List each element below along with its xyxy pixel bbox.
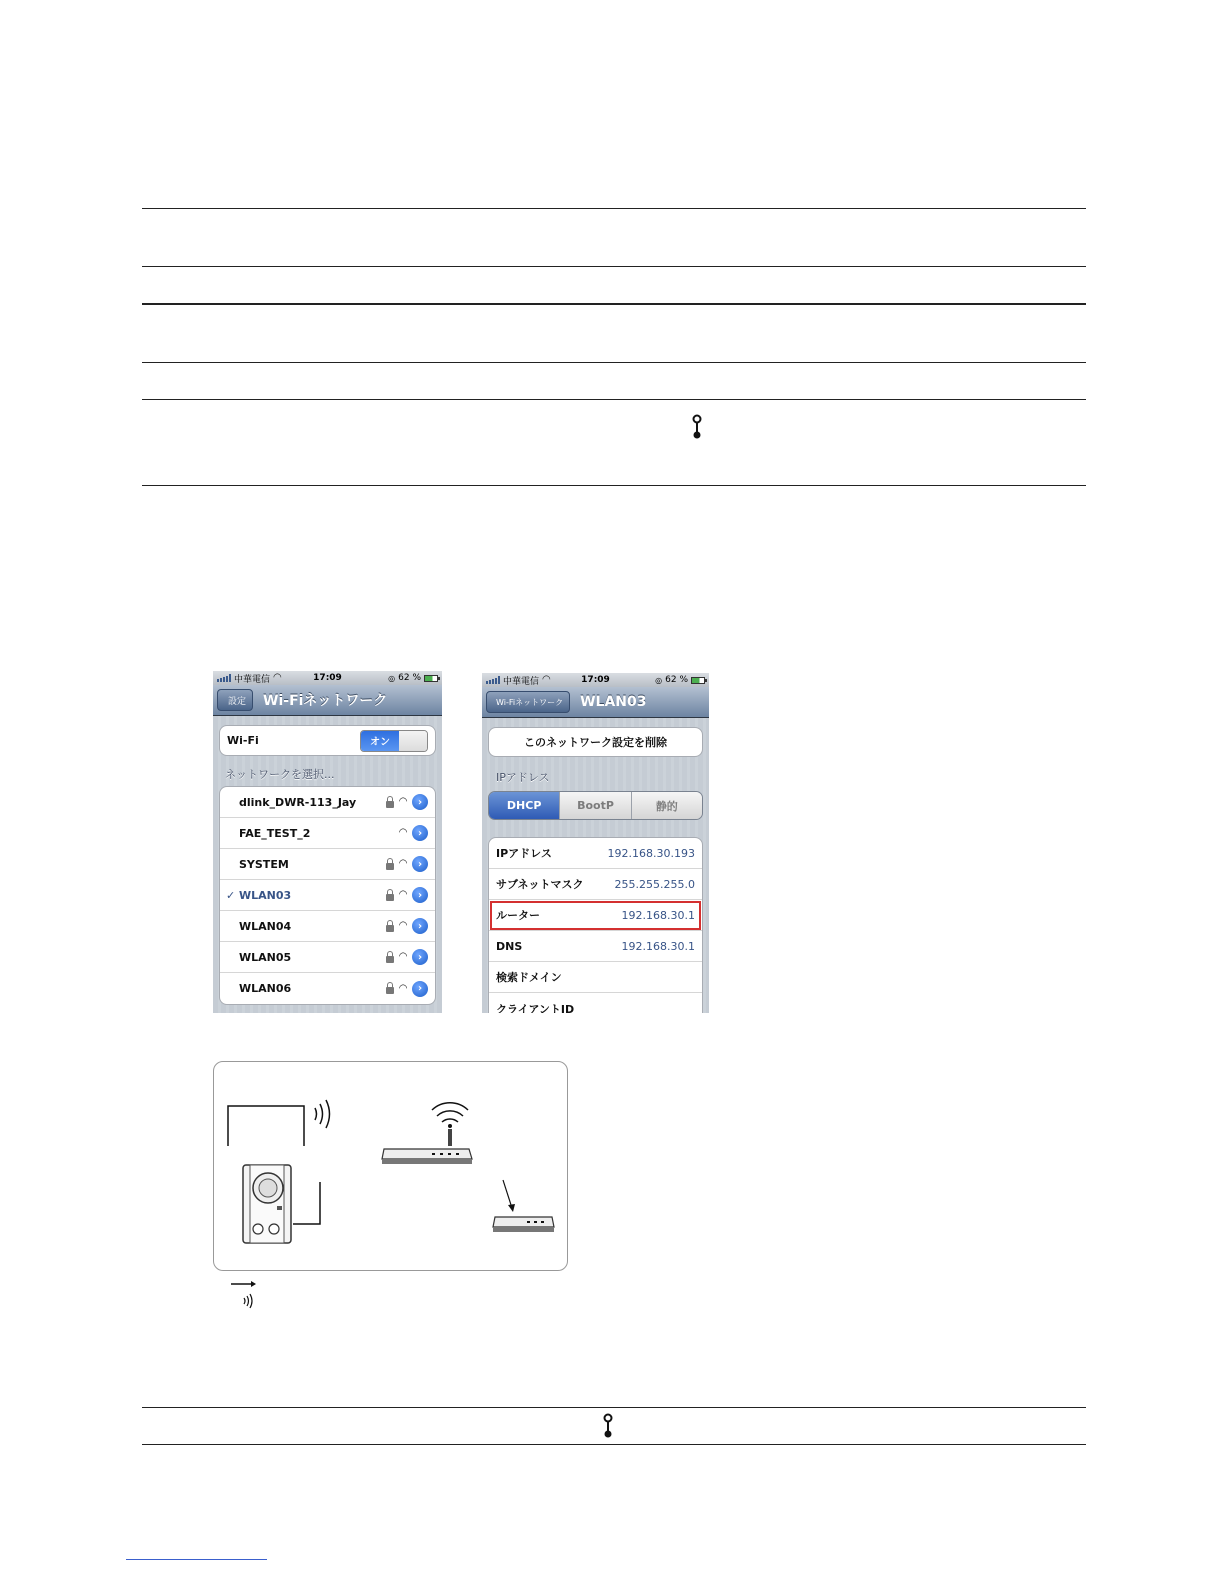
status-bar (482, 673, 709, 687)
ip-setting-label: 検索ドメイン (496, 971, 562, 984)
rule-5 (142, 399, 1086, 400)
modem-icon (493, 1217, 554, 1232)
network-name: WLAN06 (239, 982, 292, 995)
wifi-strength-icon: ◠ (399, 796, 407, 807)
pointer-arrow (503, 1180, 512, 1208)
wifi-status-icon: ◠ (273, 672, 282, 683)
nav-bar (213, 685, 442, 716)
ip-setting-value: 192.168.30.193 (607, 846, 695, 860)
detail-disclosure-icon[interactable]: › (412, 794, 428, 810)
network-row[interactable] (220, 973, 435, 1004)
battery-percent: 62 % (665, 675, 688, 685)
detail-disclosure-icon[interactable]: › (412, 856, 428, 872)
ip-setting-value: 192.168.30.1 (621, 939, 695, 953)
key-icon (601, 1413, 615, 1439)
ip-address-section-label: IPアドレス (496, 771, 550, 784)
diagram-legend (231, 1278, 261, 1310)
detail-disclosure-icon[interactable]: › (412, 918, 428, 934)
network-name: dlink_DWR-113_Jay (239, 795, 357, 809)
network-name: FAE_TEST_2 (239, 826, 311, 840)
status-time: 17:09 (581, 675, 610, 685)
wifi-strength-icon: ◠ (399, 951, 407, 962)
back-button-label: Wi-Fiネットワーク (496, 697, 564, 707)
network-diagram (213, 1061, 568, 1271)
lock-icon (386, 894, 394, 901)
network-row[interactable] (220, 818, 435, 849)
wifi-toggle-group (219, 725, 436, 756)
status-bar (213, 671, 442, 685)
back-button-settings[interactable] (217, 689, 253, 711)
ip-setting-value: 192.168.30.1 (621, 908, 695, 922)
iphone-wifi-list-screenshot (213, 671, 442, 1013)
rule-3 (142, 303, 1086, 305)
wireless-legend-icon (244, 1294, 252, 1308)
wireless-router-icon (382, 1103, 472, 1164)
lock-icon (386, 801, 394, 808)
ip-setting-row[interactable] (489, 869, 702, 900)
network-list (219, 786, 436, 1005)
network-diagram-drawing (214, 1062, 569, 1272)
ip-setting-row[interactable] (489, 900, 702, 931)
wifi-strength-icon: ◠ (399, 827, 407, 838)
battery-icon (424, 675, 438, 682)
ip-settings-list (488, 837, 703, 1013)
battery-icon (691, 677, 705, 684)
network-name: WLAN05 (239, 950, 292, 964)
carrier-name: 中華電信 (503, 676, 540, 687)
rule-8 (142, 1444, 1086, 1445)
wifi-strength-icon: ◠ (399, 982, 407, 994)
ip-setting-value: 255.255.255.0 (614, 877, 695, 891)
rule-2 (142, 266, 1086, 267)
network-row[interactable] (220, 911, 435, 942)
carrier-name: 中華電信 (234, 674, 271, 685)
lock-icon (386, 987, 394, 994)
ip-setting-row[interactable] (489, 931, 702, 962)
ip-setting-label: ルーター (496, 909, 540, 922)
wifi-status-icon: ◠ (542, 674, 551, 685)
wifi-label: Wi-Fi (227, 734, 259, 747)
detail-disclosure-icon[interactable]: › (412, 981, 428, 997)
network-row[interactable] (220, 942, 435, 973)
ip-mode-segmented-control (488, 791, 703, 820)
wifi-toggle[interactable] (360, 730, 428, 752)
segment-option[interactable]: BootP (559, 792, 630, 819)
camera-device-icon (243, 1165, 291, 1243)
lock-icon (386, 863, 394, 870)
lock-icon (386, 925, 394, 932)
ip-setting-label: クライアントID (496, 1002, 575, 1013)
detail-disclosure-icon[interactable]: › (412, 887, 428, 903)
toggle-knob (399, 731, 427, 751)
choose-network-label: ネットワークを選択... (225, 768, 335, 781)
wifi-strength-icon: ◠ (399, 920, 407, 931)
ip-setting-label: DNS (496, 939, 523, 953)
toggle-on-label: オン (361, 731, 399, 751)
iphone-network-detail-screenshot (482, 673, 709, 1013)
ip-setting-row[interactable] (489, 962, 702, 993)
footnote-link-underline[interactable] (126, 1559, 267, 1560)
ip-setting-row[interactable] (489, 993, 702, 1013)
network-row[interactable] (220, 849, 435, 880)
back-button-label: 設定 (228, 696, 247, 707)
rotation-lock-icon: ◎ (388, 673, 396, 683)
network-name: WLAN03 (239, 888, 292, 902)
back-button-wifi-networks[interactable] (486, 691, 570, 713)
segment-option[interactable]: 静的 (631, 792, 702, 819)
network-name: SYSTEM (239, 857, 289, 871)
status-time: 17:09 (313, 673, 342, 683)
nav-title: WLAN03 (580, 694, 647, 710)
detail-disclosure-icon[interactable]: › (412, 949, 428, 965)
ip-setting-label: IPアドレス (496, 847, 552, 860)
ip-setting-row[interactable] (489, 838, 702, 869)
wireless-signal-icon (315, 1100, 330, 1128)
forget-network-button[interactable]: このネットワーク設定を削除 (488, 727, 703, 757)
cable-line (293, 1182, 320, 1224)
nav-title: Wi-Fiネットワーク (263, 693, 388, 709)
lock-icon (386, 956, 394, 963)
nav-bar (482, 687, 709, 718)
key-icon (690, 414, 704, 440)
ip-setting-label: サブネットマスク (496, 878, 584, 891)
network-row[interactable] (220, 787, 435, 818)
wifi-strength-icon: ◠ (399, 889, 407, 900)
network-row[interactable] (220, 880, 435, 911)
wifi-strength-icon: ◠ (399, 858, 407, 869)
battery-percent: 62 % (398, 673, 421, 683)
segment-option[interactable]: DHCP (489, 792, 559, 819)
rotation-lock-icon: ◎ (655, 675, 663, 685)
rule-1 (142, 208, 1086, 209)
selected-check-icon: ✓ (226, 888, 236, 902)
detail-disclosure-icon[interactable]: › (412, 825, 428, 841)
rule-7 (142, 1407, 1086, 1408)
rule-4 (142, 362, 1086, 363)
rule-6 (142, 485, 1086, 486)
bracket-frame (228, 1106, 304, 1146)
network-name: WLAN04 (239, 919, 292, 933)
